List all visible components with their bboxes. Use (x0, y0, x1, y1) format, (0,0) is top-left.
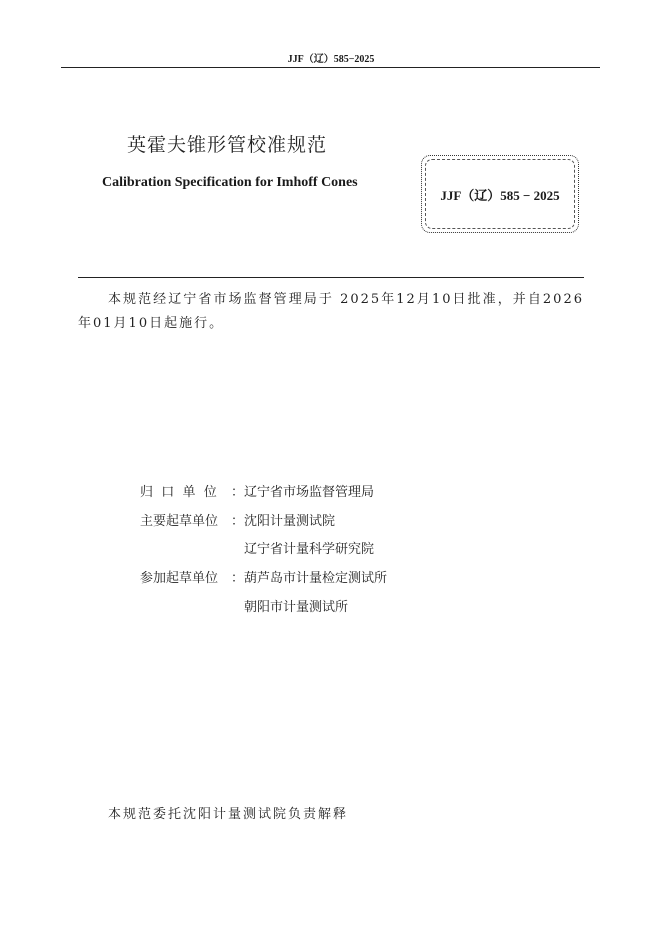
interpretation-note: 本规范委托沈阳计量测试院负责解释 (108, 807, 349, 822)
participating-unit-label: 参加起草单位 (140, 571, 219, 586)
participating-unit-value-2: 朝阳市计量测试所 (244, 600, 349, 615)
responsible-unit-label: 归 口 单 位 (140, 485, 217, 500)
colon: ： (231, 514, 245, 529)
colon: ： (231, 485, 245, 500)
title-divider (78, 277, 584, 278)
header-standard-code: JJF（辽）585−2025 (287, 54, 375, 65)
title-chinese: 英霍夫锥形管校准规范 (127, 134, 328, 156)
title-english: Calibration Specification for Imhoff Cones (102, 175, 358, 190)
main-drafting-unit-value-1: 沈阳计量测试院 (244, 514, 336, 529)
participating-unit-value-1: 葫芦岛市计量检定测试所 (244, 571, 388, 586)
colon: ： (231, 571, 245, 586)
spec-code-box (421, 155, 579, 233)
header-divider (61, 67, 600, 68)
main-drafting-unit-label: 主要起草单位 (140, 514, 219, 529)
responsible-unit-value: 辽宁省市场监督管理局 (244, 485, 375, 500)
approval-statement: 本规范经辽宁省市场监督管理局于 2025年12月10日批准，并自2026年01月10日起施行。 (78, 292, 584, 331)
main-drafting-unit-value-2: 辽宁省计量科学研究院 (244, 542, 375, 557)
spec-code: JJF（辽）585 − 2025 (440, 188, 560, 203)
